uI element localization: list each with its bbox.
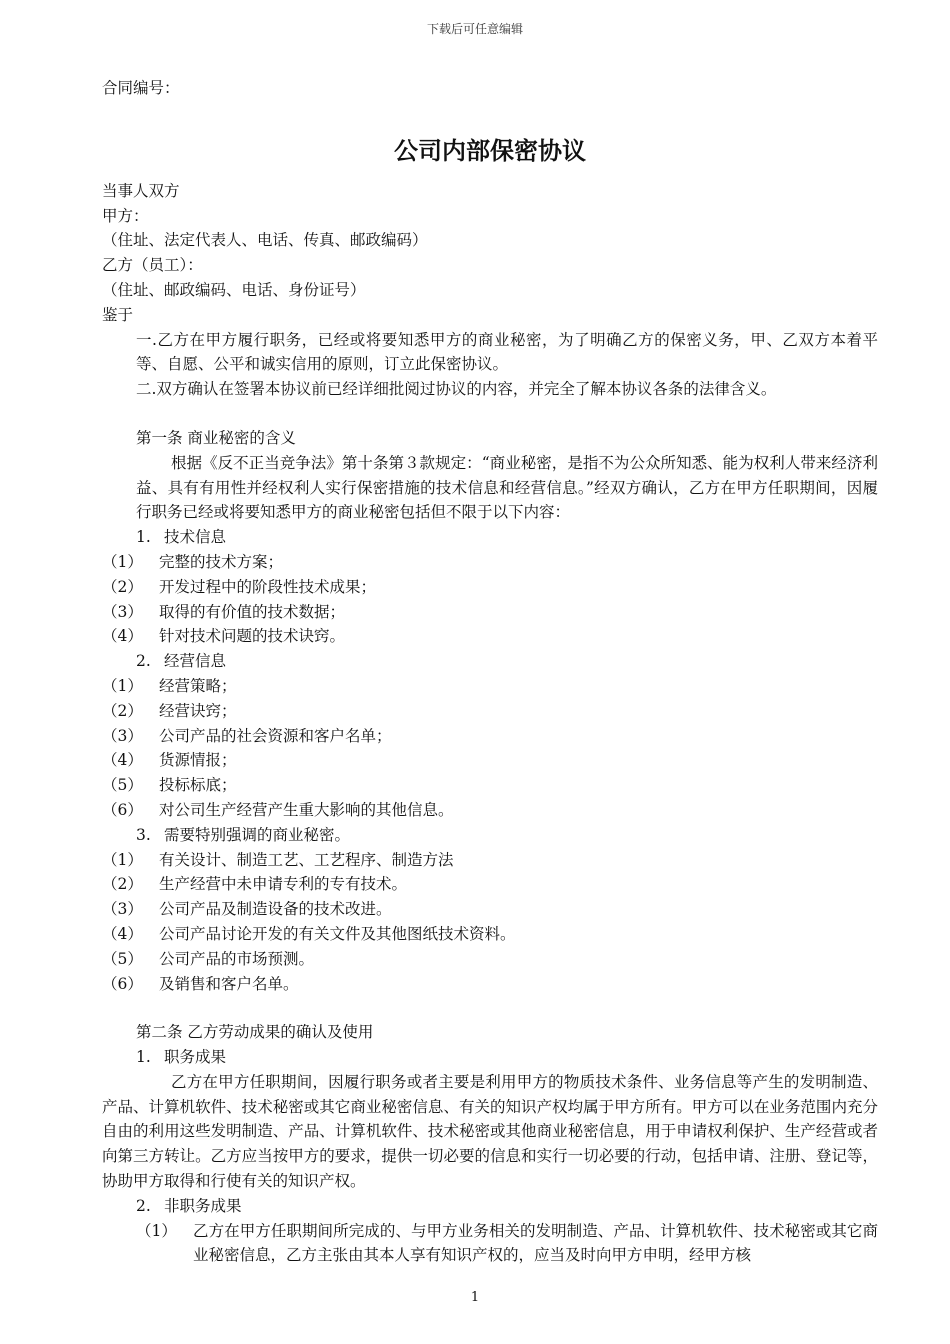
section-number: 2.: [136, 652, 151, 671]
page-header: 下载后可任意编辑: [426, 22, 523, 36]
item-number: （1）: [102, 850, 143, 869]
article-2-heading: 第二条 乙方劳动成果的确认及使用: [136, 1023, 374, 1042]
section-number: 1.: [136, 1048, 151, 1067]
list-item: 及销售和客户名单。: [159, 974, 299, 993]
article-1-section-3: [102, 823, 878, 997]
item-number: （3）: [102, 602, 143, 621]
list-item: 生产经营中未申请专利的专有技术。: [159, 875, 408, 894]
item-number: （2）: [102, 875, 143, 894]
article-2-section-1-body: 乙方在甲方任职期间，因履行职务或者主要是利用甲方的物质技术条件、业务信息等产生的发明制造、产品、计算机软件、技术秘密或其它商业秘密信息、有关的知识产权均属于甲方所有。甲方可以在业务范围内充分自由的利用这些发明制造、产品、计算机软件、技术秘密或其他商业秘密信息，用于申请权利保护、生产经营或者向第三方转让。乙方应当按甲方的要求，提供一切必要的信息和实行一切必要的行动，包括申请、注册、登记等，协助甲方取得和行使有关的知识产权。: [102, 1072, 878, 1191]
section-title: 技术信息: [164, 528, 227, 547]
item-number: （4）: [102, 924, 143, 943]
list-item: 公司产品的社会资源和客户名单；: [159, 726, 392, 745]
party-a-label: 甲方：: [102, 206, 149, 225]
item-number: （2）: [102, 701, 143, 720]
item-number: （5）: [102, 776, 143, 795]
list-item: 经营策略；: [159, 676, 237, 695]
list-item: 货源情报；: [159, 751, 237, 770]
item-number: （3）: [102, 900, 143, 919]
parties-section: [102, 179, 878, 303]
list-item: 公司产品讨论开发的有关文件及其他图纸技术资料。: [159, 924, 516, 943]
list-item: 完整的技术方案；: [159, 552, 284, 571]
list-item: 投标标底；: [159, 776, 237, 795]
document-title: 公司内部保密协议: [394, 136, 586, 165]
list-item: 经营诀窍；: [159, 701, 237, 720]
whereas-item-1: 一.乙方在甲方履行职务，已经或将要知悉甲方的商业秘密，为了明确乙方的保密义务，甲、乙双方本着平等、自愿、公平和诚实信用的原则，订立此保密协议。: [136, 330, 878, 374]
item-number: （1）: [102, 552, 143, 571]
section-number: 3.: [136, 825, 151, 844]
list-item: 针对技术问题的技术诀窍。: [159, 627, 346, 646]
article-1-heading: 第一条 商业秘密的含义: [136, 428, 296, 447]
section-title: 非职务成果: [164, 1196, 242, 1215]
party-b-label: 乙方（员工）：: [102, 256, 203, 275]
item-number: （6）: [102, 800, 143, 819]
item-number: （6）: [102, 974, 143, 993]
parties-heading: 当事人双方: [102, 181, 180, 200]
article-1-body: 根据《反不正当竞争法》第十条第３款规定：“商业秘密，是指不为公众所知悉、能为权利人带来经济利益、具有有用性并经权利人实行保密措施的技术信息和经营信息。”经双方确认，乙方在甲方任职期间，因履行职务已经或将要知悉甲方的商业秘密包括但不限于以下内容：: [136, 453, 878, 522]
list-item: 取得的有价值的技术数据；: [159, 602, 346, 621]
whereas-item-2: 二.双方确认在签署本协议前已经详细批阅过协议的内容，并完全了解本协议各条的法律含义。: [136, 380, 777, 399]
list-item: 开发过程中的阶段性技术成果；: [159, 577, 377, 596]
item-number: （4）: [102, 751, 143, 770]
article-2: [102, 1020, 878, 1268]
list-item: 公司产品及制造设备的技术改进。: [159, 900, 392, 919]
list-item: 对公司生产经营产生重大影响的其他信息。: [159, 800, 454, 819]
document-body: [102, 76, 878, 1268]
item-number: （1）: [102, 676, 143, 695]
item-number: （1）: [136, 1221, 177, 1240]
page-number: 1: [470, 1290, 480, 1305]
section-number: 1.: [136, 528, 151, 547]
item-number: （2）: [102, 577, 143, 596]
party-a-note: （住址、法定代表人、电话、传真、邮政编码）: [102, 231, 428, 250]
list-item: 有关设计、制造工艺、工艺程序、制造方法: [159, 850, 454, 869]
list-item: 乙方在甲方任职期间所完成的、与甲方业务相关的发明制造、产品、计算机软件、技术秘密或其它商业秘密信息，乙方主张由其本人享有知识产权的，应当及时向甲方申明，经甲方核: [193, 1221, 878, 1265]
section-title: 需要特别强调的商业秘密。: [164, 825, 351, 844]
list-item: 公司产品的市场预测。: [159, 949, 315, 968]
section-title: 经营信息: [164, 652, 227, 671]
whereas-section: [102, 303, 878, 402]
article-1: [102, 426, 878, 996]
section-title: 职务成果: [164, 1048, 227, 1067]
whereas-heading: 鉴于: [102, 305, 134, 324]
contract-number-label: 合同编号：: [102, 79, 180, 97]
party-b-note: （住址、邮政编码、电话、身份证号）: [102, 280, 366, 299]
item-number: （5）: [102, 949, 143, 968]
section-number: 2.: [136, 1196, 151, 1215]
item-number: （3）: [102, 726, 143, 745]
item-number: （4）: [102, 627, 143, 646]
article-1-section-2: [102, 649, 878, 823]
article-1-section-1: [102, 525, 878, 649]
